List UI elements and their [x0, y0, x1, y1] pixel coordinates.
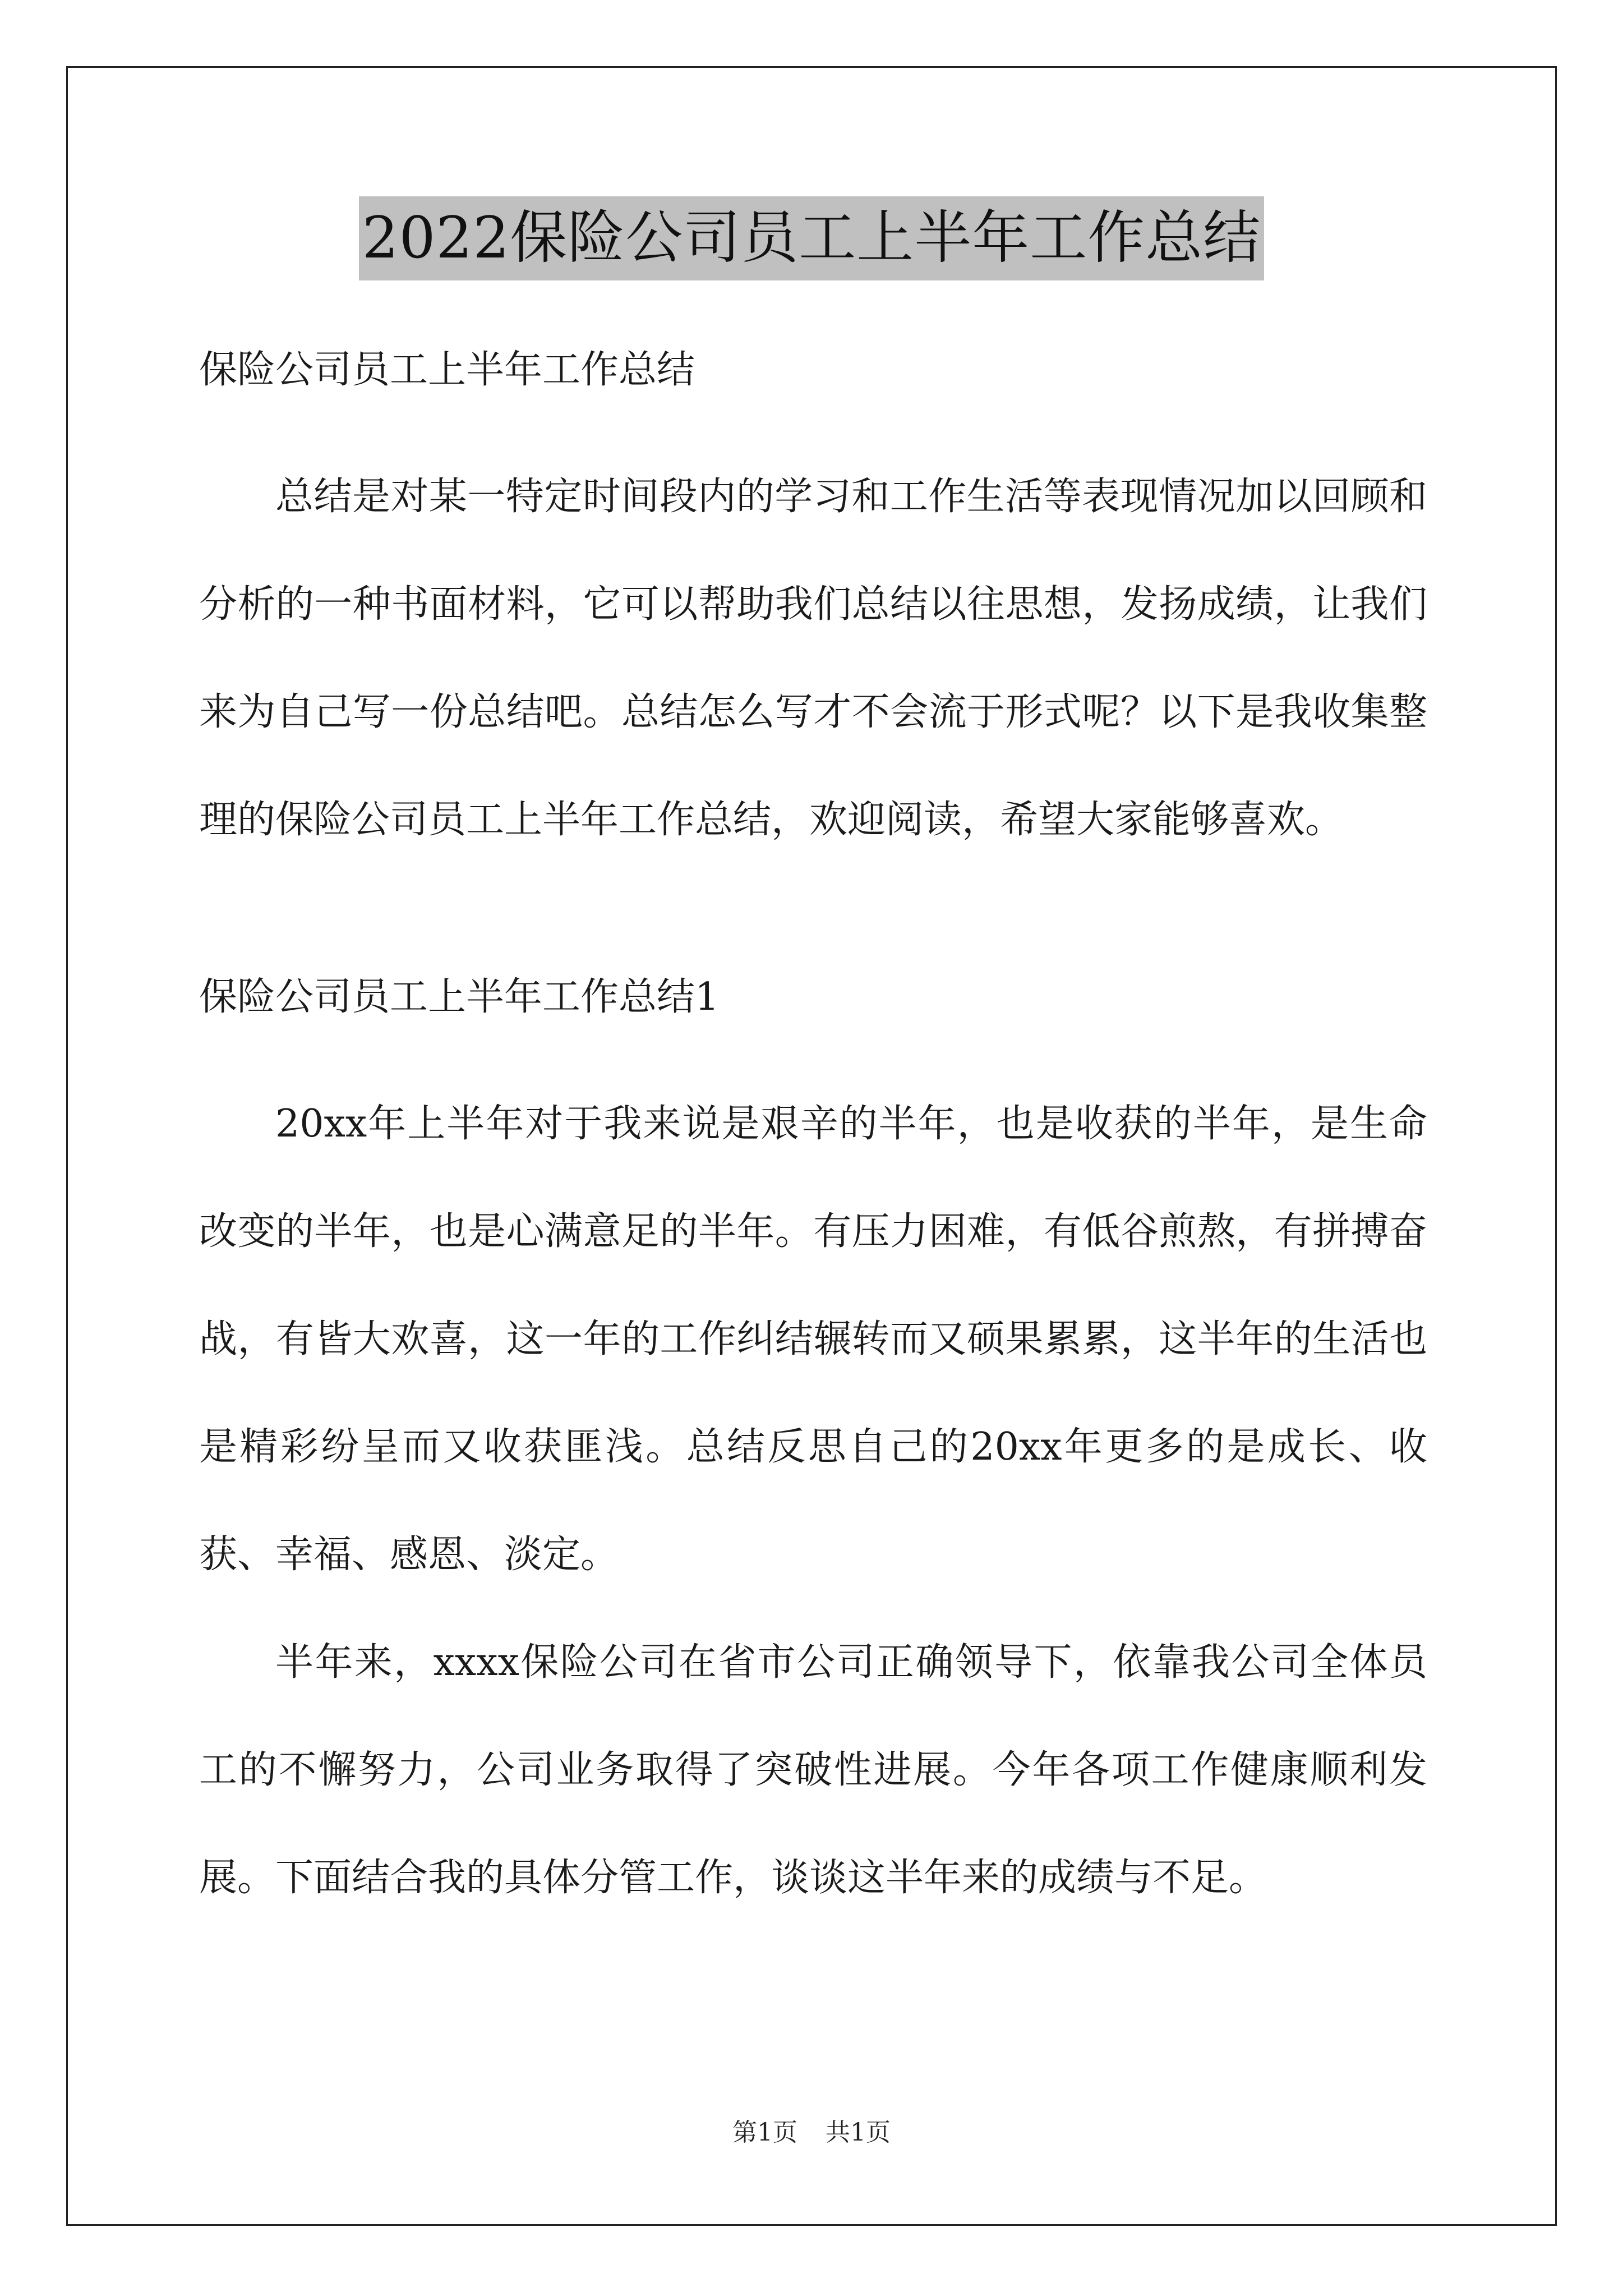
- document-body: [199, 342, 1427, 1932]
- page-number: 第1页: [732, 2118, 797, 2147]
- intro-paragraph: 总结是对某一特定时间段内的学习和工作生活等表现情况加以回顾和分析的一种书面材料，它可以帮助我们总结以往思想，发扬成绩，让我们来为自己写一份总结吧。总结怎么写才不会流于形式呢？以下是我收集整理的保险公司员工上半年工作总结，欢迎阅读，希望大家能够喜欢。: [199, 475, 1427, 842]
- total-pages: 共1页: [826, 2118, 891, 2147]
- document-title: 2022保险公司员工上半年工作总结: [359, 196, 1265, 280]
- title-container: [0, 196, 1623, 280]
- document-subtitle: 保险公司员工上半年工作总结: [199, 348, 695, 392]
- body-paragraph-2: 半年来，xxxx保险公司在省市公司正确领导下，依靠我公司全体员工的不懈努力，公司业务取得了突破性进展。今年各项工作健康顺利发展。下面结合我的具体分管工作，谈谈这半年来的成绩与不足。: [199, 1640, 1427, 1900]
- section-heading: 保险公司员工上半年工作总结1: [199, 975, 720, 1019]
- body-paragraph-1: 20xx年上半年对于我来说是艰辛的半年，也是收获的半年，是生命改变的半年，也是心满意足的半年。有压力困难，有低谷煎熬，有拼搏奋战，有皆大欢喜，这一年的工作纠结辗转而又硕果累累，这半年的生活也是精彩纷呈而又收获匪浅。总结反思自己的20xx年更多的是成长、收获、幸福、感恩、淡定。: [199, 1102, 1427, 1577]
- page-footer: [0, 2116, 1623, 2150]
